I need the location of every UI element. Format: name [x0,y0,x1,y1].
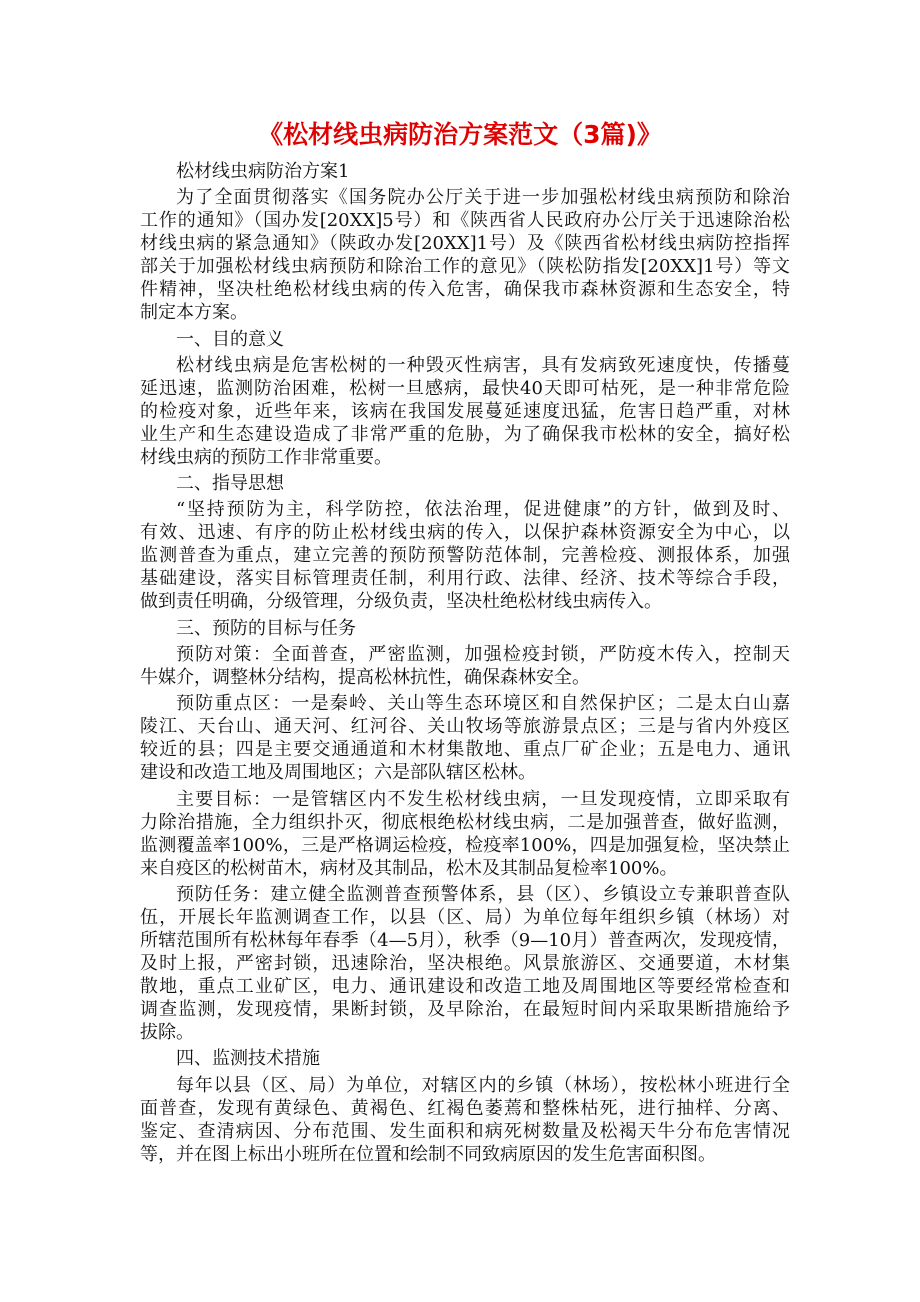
paragraph [140,883,790,1044]
paragraph [140,643,790,689]
text-line: 一、目的意义 [176,328,284,350]
text-line: 监测普查为重点，建立完善的预防预警防范体制，完善检疫、测报体系，加强 [140,545,790,567]
text-line: 材线虫病的预防工作非常重要。 [140,446,392,468]
text-line: 预防重点区：一是秦岭、关山等生态环境区和自然保护区；二是太白山嘉 [176,693,790,715]
paragraph [140,788,790,880]
text-line: 有效、迅速、有序的防止松材线虫病的传入，以保护森林资源安全为中心，以 [140,522,790,544]
text-line: 较近的县；四是主要交通通道和木材集散地、重点厂矿企业；五是电力、通讯 [140,739,790,761]
section-heading [140,472,790,495]
text-line: 的检疫对象，近些年来，该病在我国发展蔓延速度迅猛，危害日趋严重，对林 [140,400,790,422]
text-line: 等，并在图上标出小班所在位置和绘制不同致病原因的发生危害面积图。 [140,1143,716,1165]
section-heading [140,328,790,351]
text-line: 牛媒介，调整林分结构，提高松林抗性，确保森林安全。 [140,667,590,689]
text-line: 四、监测技术措施 [176,1048,320,1070]
text-line: 松材线虫病防治方案1 [176,161,350,182]
paragraph [140,498,790,613]
text-line: 陵江、天台山、通天河、红河谷、关山牧场等旅游景点区；三是与省内外疫区 [140,716,790,738]
text-line: 制定本方案。 [140,302,248,324]
paragraph [140,354,790,469]
section-heading [140,617,790,640]
text-line: 所辖范围所有松林每年春季（4—5月），秋季（9—10月）普查两次，发现疫情， [140,929,790,951]
section-heading [140,1047,790,1070]
document-title: 《松材线虫病防治方案范文（3篇)》 [258,120,662,149]
text-line: 部关于加强松材线虫病预防和除治工作的意见》（陕松防指发[20XX]1号）等文 [140,256,790,278]
paragraph [140,186,790,324]
text-line: 力除治措施，全力组织扑灭，彻底根绝松材线虫病，二是加强普查，做好监测， [140,811,790,833]
text-line: 二、指导思想 [176,473,284,495]
text-line: 散地，重点工业矿区，电力、通讯建设和改造工地及周围地区等要经常检查和 [140,975,790,997]
paragraph [140,692,790,784]
text-line: 业生产和生态建设造成了非常严重的危胁，为了确保我市松林的安全，搞好松 [140,423,790,445]
text-line: 鉴定、查清病因、分布范围、发生面积和病死树数量及松褐天牛分布危害情况 [140,1120,790,1142]
text-line: 做到责任明确，分级管理，分级负责，坚决杜绝松材线虫病传入。 [140,591,662,613]
text-line: 伍，开展长年监测调查工作，以县（区、局）为单位每年组织乡镇（林场）对 [140,906,790,928]
text-line: 面普查，发现有黄绿色、黄褐色、红褐色萎蔫和整株枯死，进行抽样、分离、 [140,1097,790,1119]
text-line: 松材线虫病是危害松树的一种毁灭性病害，具有发病致死速度快，传播蔓 [176,354,790,376]
text-line: 建设和改造工地及周围地区；六是部队辖区松林。 [140,762,536,784]
paragraph [140,160,790,183]
text-line: 拔除。 [140,1021,194,1043]
text-line: 件精神，坚决杜绝松材线虫病的传入危害，确保我市森林资源和生态安全，特 [140,279,790,301]
text-line: 预防对策：全面普查，严密监测，加强检疫封锁，严防疫木传入，控制天 [176,644,790,666]
text-line: 每年以县（区、局）为单位，对辖区内的乡镇（林场），按松林小班进行全 [176,1074,790,1096]
text-line: 工作的通知》（国办发[20XX]5号）和《陕西省人民政府办公厅关于迅速除治松 [140,210,790,232]
document-body [140,160,790,1169]
text-line: 基础建设，落实目标管理责任制，利用行政、法律、经济、技术等综合手段， [140,568,790,590]
text-line: 调查监测，发现疫情，果断封锁，及早除治，在最短时间内采取果断措施给予 [140,998,790,1020]
text-line: 监测覆盖率100%，三是严格调运检疫，检疫率100%，四是加强复检，坚决禁止 [140,834,790,856]
text-line: 及时上报，严密封锁，迅速除治，坚决根绝。风景旅游区、交通要道，木材集 [140,952,790,974]
text-line: “坚持预防为主，科学防控，依法治理，促进健康”的方针，做到及时、 [176,499,790,521]
text-line: 延迅速，监测防治困难，松树一旦感病，最快40天即可枯死，是一种非常危险 [140,377,790,399]
paragraph [140,1074,790,1166]
text-line: 预防任务：建立健全监测普查预警体系，县（区）、乡镇设立专兼职普查队 [176,883,790,905]
text-line: 来自疫区的松树苗木，病材及其制品，松木及其制品复检率100%。 [140,857,678,879]
text-line: 主要目标：一是管辖区内不发生松材线虫病，一旦发现疫情，立即采取有 [176,788,790,810]
text-line: 为了全面贯彻落实《国务院办公厅关于进一步加强松材线虫病预防和除治 [176,187,790,209]
text-line: 材线虫病的紧急通知》（陕政办发[20XX]1号）及《陕西省松材线虫病防控指挥 [140,233,790,255]
text-line: 三、预防的目标与任务 [176,617,356,639]
